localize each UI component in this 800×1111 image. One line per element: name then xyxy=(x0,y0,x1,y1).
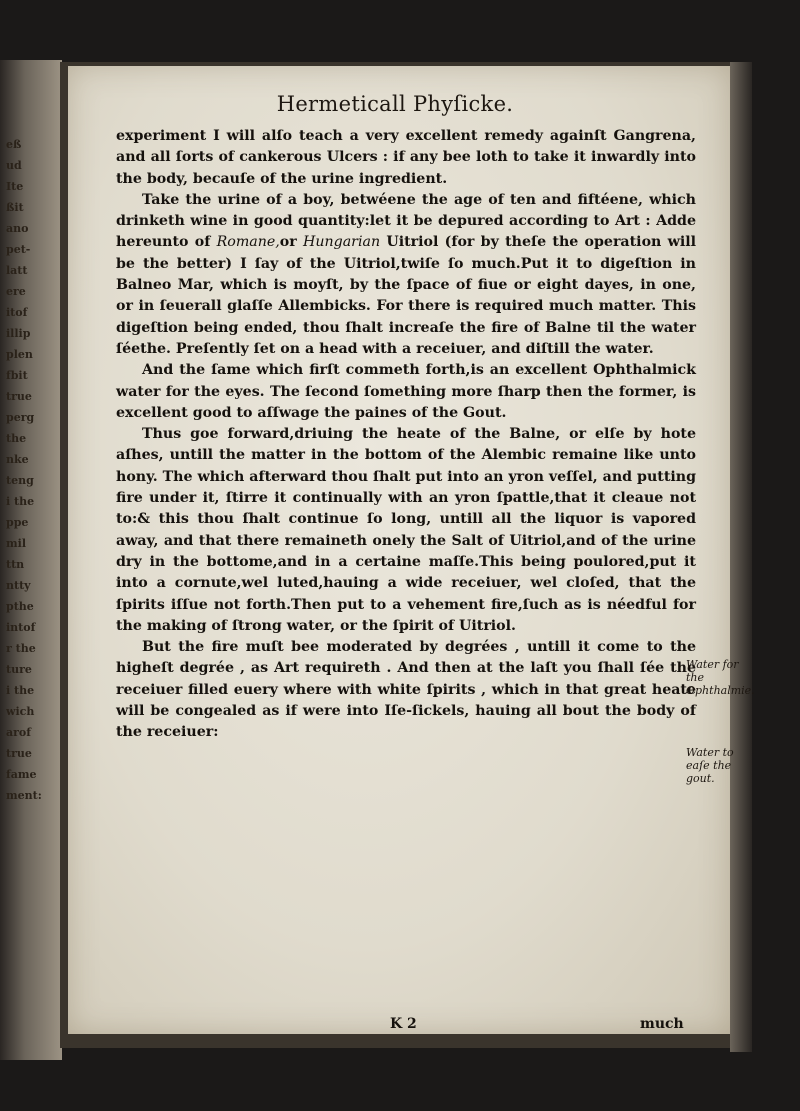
adjacent-page-fragment: eß xyxy=(6,138,22,151)
adjacent-page-fragment: ppe xyxy=(6,516,29,529)
text-run: or xyxy=(279,234,303,251)
adjacent-page-fragment: pet- xyxy=(6,243,31,256)
paragraph xyxy=(116,190,696,360)
adjacent-page-fragment: ud xyxy=(6,159,22,172)
adjacent-page-fragment: ere xyxy=(6,285,26,298)
body-text xyxy=(116,126,696,744)
adjacent-page-fragment: ment: xyxy=(6,789,42,802)
page-right-edge xyxy=(730,62,752,1052)
paragraph xyxy=(116,360,696,424)
paragraph xyxy=(116,637,696,743)
adjacent-page-fragment: nke xyxy=(6,453,29,466)
text-run: Uitriol (for by theſe the operation will be the better) I ſay of the Uitriol,twiſe ſo much.Put it to digeſtion in Balneo Mar, which is moyſt, by the ſpace of fiue or eight dayes, in one, or in ſeuerall glaſſe Allembicks. For there is required much matter. This digeſtion being ended, thou ſhalt increaſe the fire of Balne til the water ſéethe. Preſently ſet on a head with a receiuer, and diſtill the water. xyxy=(116,234,696,357)
catchword: much xyxy=(640,1016,684,1032)
adjacent-page-fragment: ano xyxy=(6,222,29,235)
adjacent-page-fragment: the xyxy=(6,432,27,445)
adjacent-page-fragment: illip xyxy=(6,327,31,340)
adjacent-page-fragment: intof xyxy=(6,621,36,634)
italic-text: Romane, xyxy=(216,234,280,251)
adjacent-page-fragment: ßit xyxy=(6,201,24,214)
text-run: Take the urine of a boy, betwéene the age of ten and fiftéene, which drinketh wine in good quantity:let it be depured according to Art : Adde hereunto of xyxy=(116,191,696,251)
italic-text: Hungarian xyxy=(302,234,381,251)
margin-note-gout: Water to eaſe the gout. xyxy=(686,746,734,785)
adjacent-page-fragment: mil xyxy=(6,537,26,550)
adjacent-page-fragment: ntty xyxy=(6,579,31,592)
text-run: But the fire muſt bee moderated by degrées , untill it come to the higheſt degrée , as Art requireth . And then at the laſt you ſhall ſée the receiuer filled euery where with white ſpirits , which in that great heate will be congealed as if were into Iſe-ſickels, hauing all bout the body of the receiuer: xyxy=(116,639,696,741)
adjacent-page-fragment: plen xyxy=(6,348,33,361)
adjacent-page-fragment: wich xyxy=(6,705,35,718)
adjacent-page-fragment: Ite xyxy=(6,180,24,193)
text-run: Thus goe forward,driuing the heate of the Balne, or elſe by hote aſhes, untill the matter in the bottom of the Alembic remaine like unto hony. The which afterward thou ſhalt put into an yron veſſel, and putting fire under it, ſtirre it continually with an yron ſpattle,that it cleaue not to:& this thou ſhalt continue ſo long, untill all the liquor is vapored away, and that there remaineth onely the Salt of Uitriol,and of the urine dry in the bottome,and in a certaine maſſe.This being poulored,put it into a cornute,wel luted,hauing a wide receiuer, wel cloſed, that the ſpirits iſſue not forth.Then put to a vehement fire,ſuch as is néedful for the making of ſtrong water, or the ſpirit of Uitriol. xyxy=(116,426,696,634)
paragraph xyxy=(116,424,696,637)
adjacent-page-fragment: pthe xyxy=(6,600,34,613)
running-head: Hermeticall Phyſicke. xyxy=(276,92,514,116)
adjacent-page-strip xyxy=(0,60,62,1060)
adjacent-page-fragment: true xyxy=(6,747,32,760)
adjacent-page-fragment: r the xyxy=(6,642,36,655)
adjacent-page-fragment: ttn xyxy=(6,558,25,571)
adjacent-page-fragment: teng xyxy=(6,474,34,487)
signature-mark: K 2 xyxy=(390,1016,417,1032)
adjacent-page-fragment: perg xyxy=(6,411,35,424)
adjacent-page-fragment: i the xyxy=(6,684,35,697)
adjacent-page-fragment: true xyxy=(6,390,32,403)
text-run: And the ſame which firſt commeth forth,is an excellent Ophthalmick water for the eyes. The ſecond ſomething more ſharp then the former, is excellent good to aſſwage the paines of the Gout. xyxy=(116,362,696,421)
adjacent-page-fragment: itof xyxy=(6,306,28,319)
adjacent-page-fragment: latt xyxy=(6,264,28,277)
margin-note-ophthalmie: Water for the Ophthalmie. xyxy=(686,658,755,697)
adjacent-page-fragment: fame xyxy=(6,768,37,781)
adjacent-page-fragment: i the xyxy=(6,495,35,508)
adjacent-page-fragment: arof xyxy=(6,726,31,739)
adjacent-page-fragment: fbit xyxy=(6,369,28,382)
paragraph xyxy=(116,126,696,190)
adjacent-page-fragment: ture xyxy=(6,663,32,676)
text-run: experiment I will alſo teach a very excellent remedy againſt Gangrena, and all ſorts of cankerous Ulcers : if any bee loth to take it inwardly into the body, becauſe of the urine ingredient. xyxy=(116,128,696,187)
